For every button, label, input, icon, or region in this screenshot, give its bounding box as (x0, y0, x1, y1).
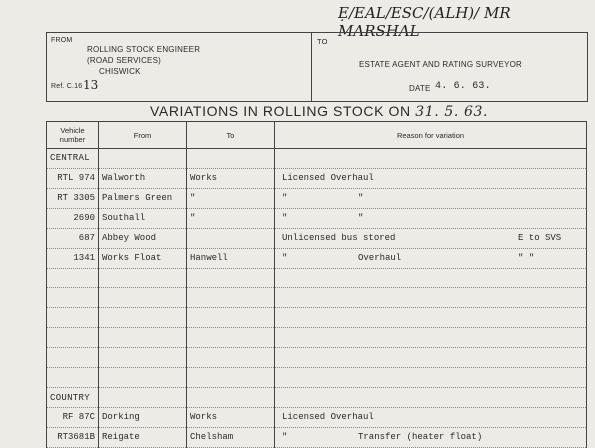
cell-to (187, 268, 275, 288)
cell-from (99, 388, 187, 408)
cell-vehicle (47, 288, 99, 308)
cell-from (99, 268, 187, 288)
reason-wrap (278, 311, 583, 325)
cell-from: Southall (99, 208, 187, 228)
cell-reason (275, 208, 587, 228)
table-row (47, 407, 587, 427)
cell-from: Works Float (99, 248, 187, 268)
cell-to (187, 368, 275, 388)
table-body (47, 149, 587, 448)
col-header-to: To (187, 122, 275, 149)
reason-text: E to SVS (518, 233, 562, 244)
table-row (47, 268, 587, 288)
date-label: DATE (409, 84, 431, 93)
table-row (47, 208, 587, 228)
table-row (47, 348, 587, 368)
cell-vehicle: RTL 974 (47, 168, 99, 188)
cell-vehicle (47, 328, 99, 348)
cell-reason (275, 388, 587, 408)
header-divider (311, 33, 312, 101)
reason-wrap (278, 331, 583, 345)
cell-reason (275, 407, 587, 427)
section-label: COUNTRY (47, 388, 99, 408)
from-line-3: CHISWICK (99, 67, 141, 76)
handwritten-annotation: Ẹ/EAL/ESC/(ALH)/ MR MARSHAL (338, 4, 511, 40)
cell-from: Abbey Wood (99, 228, 187, 248)
cell-from (99, 149, 187, 169)
table-row (47, 328, 587, 348)
cell-to: " (187, 208, 275, 228)
cell-vehicle: RT 3305 (47, 188, 99, 208)
from-line-2: (ROAD SERVICES) (87, 56, 161, 65)
to-label: TO (317, 37, 328, 46)
reason-wrap (278, 291, 583, 305)
reason-wrap (278, 371, 583, 385)
table-row (47, 388, 587, 408)
reason-wrap (278, 251, 583, 265)
table-row (47, 288, 587, 308)
cell-to (187, 308, 275, 328)
variations-table (46, 121, 587, 448)
title-date: 31. 5. 63. (415, 104, 489, 120)
title-text: VARIATIONS IN ROLLING STOCK ON (150, 103, 411, 119)
table-row (47, 149, 587, 169)
section-label: CENTRAL (47, 149, 99, 169)
cell-reason (275, 168, 587, 188)
reason-text: " (282, 193, 288, 204)
cell-vehicle: RT3681B (47, 427, 99, 447)
ref-label: Ref. C.16 (51, 83, 83, 90)
reason-text: " " (518, 253, 535, 264)
cell-vehicle: 1341 (47, 248, 99, 268)
ref-handwritten: 13 (83, 78, 99, 92)
cell-reason (275, 308, 587, 328)
reason-wrap (278, 430, 583, 444)
cell-reason (275, 288, 587, 308)
cell-vehicle (47, 348, 99, 368)
cell-vehicle (47, 368, 99, 388)
reason-text: Unlicensed bus stored (282, 233, 396, 244)
cell-reason (275, 149, 587, 169)
table-row (47, 427, 587, 447)
reason-wrap (278, 231, 583, 245)
reason-wrap (278, 271, 583, 285)
reason-wrap (278, 191, 583, 205)
reason-wrap (278, 410, 583, 424)
cell-to: Works (187, 168, 275, 188)
table-row (47, 248, 587, 268)
cell-to (187, 388, 275, 408)
cell-to: " (187, 188, 275, 208)
from-label: FROM (51, 37, 73, 44)
cell-reason (275, 328, 587, 348)
cell-to (187, 228, 275, 248)
cell-from: Walworth (99, 168, 187, 188)
cell-reason (275, 228, 587, 248)
cell-from (99, 308, 187, 328)
cell-from (99, 348, 187, 368)
reason-text: " (282, 432, 288, 443)
cell-to: Chelsham (187, 427, 275, 447)
cell-from: Dorking (99, 407, 187, 427)
cell-vehicle: 2690 (47, 208, 99, 228)
cell-vehicle (47, 308, 99, 328)
table-row (47, 188, 587, 208)
col-header-vehicle: Vehicle number (47, 122, 99, 149)
cell-vehicle: RF 87C (47, 407, 99, 427)
to-line: ESTATE AGENT AND RATING SURVEYOR (359, 60, 523, 69)
cell-reason (275, 427, 587, 447)
cell-to: Hanwell (187, 248, 275, 268)
reason-text: Licensed Overhaul (282, 173, 374, 184)
col-header-from: From (99, 122, 187, 149)
cell-to (187, 288, 275, 308)
table-row (47, 228, 587, 248)
cell-reason (275, 348, 587, 368)
reason-wrap (278, 351, 583, 365)
reason-wrap (278, 211, 583, 225)
cell-reason (275, 368, 587, 388)
form-title (150, 103, 488, 120)
table-row (47, 368, 587, 388)
reason-text: " (282, 253, 288, 264)
cell-reason (275, 188, 587, 208)
cell-to (187, 149, 275, 169)
cell-to (187, 328, 275, 348)
header-box (46, 32, 588, 102)
reason-text: " (358, 193, 364, 204)
table-row (47, 308, 587, 328)
cell-reason (275, 268, 587, 288)
reason-text: Licensed Overhaul (282, 412, 374, 423)
table-row (47, 168, 587, 188)
table-header-row (47, 122, 587, 149)
reason-text: " (358, 213, 364, 224)
cell-reason (275, 248, 587, 268)
reason-text: Overhaul (358, 253, 402, 264)
reason-text: Transfer (heater float) (358, 432, 483, 443)
cell-to (187, 348, 275, 368)
cell-vehicle: 687 (47, 228, 99, 248)
cell-from (99, 288, 187, 308)
cell-from (99, 368, 187, 388)
cell-from: Reigate (99, 427, 187, 447)
cell-vehicle (47, 268, 99, 288)
cell-to: Works (187, 407, 275, 427)
reason-wrap (278, 171, 583, 185)
cell-from: Palmers Green (99, 188, 187, 208)
cell-from (99, 328, 187, 348)
date-value: 4. 6. 63. (435, 81, 491, 92)
reason-text: " (282, 213, 288, 224)
from-line-1: ROLLING STOCK ENGINEER (87, 45, 201, 54)
col-header-reason: Reason for variation (275, 122, 587, 149)
